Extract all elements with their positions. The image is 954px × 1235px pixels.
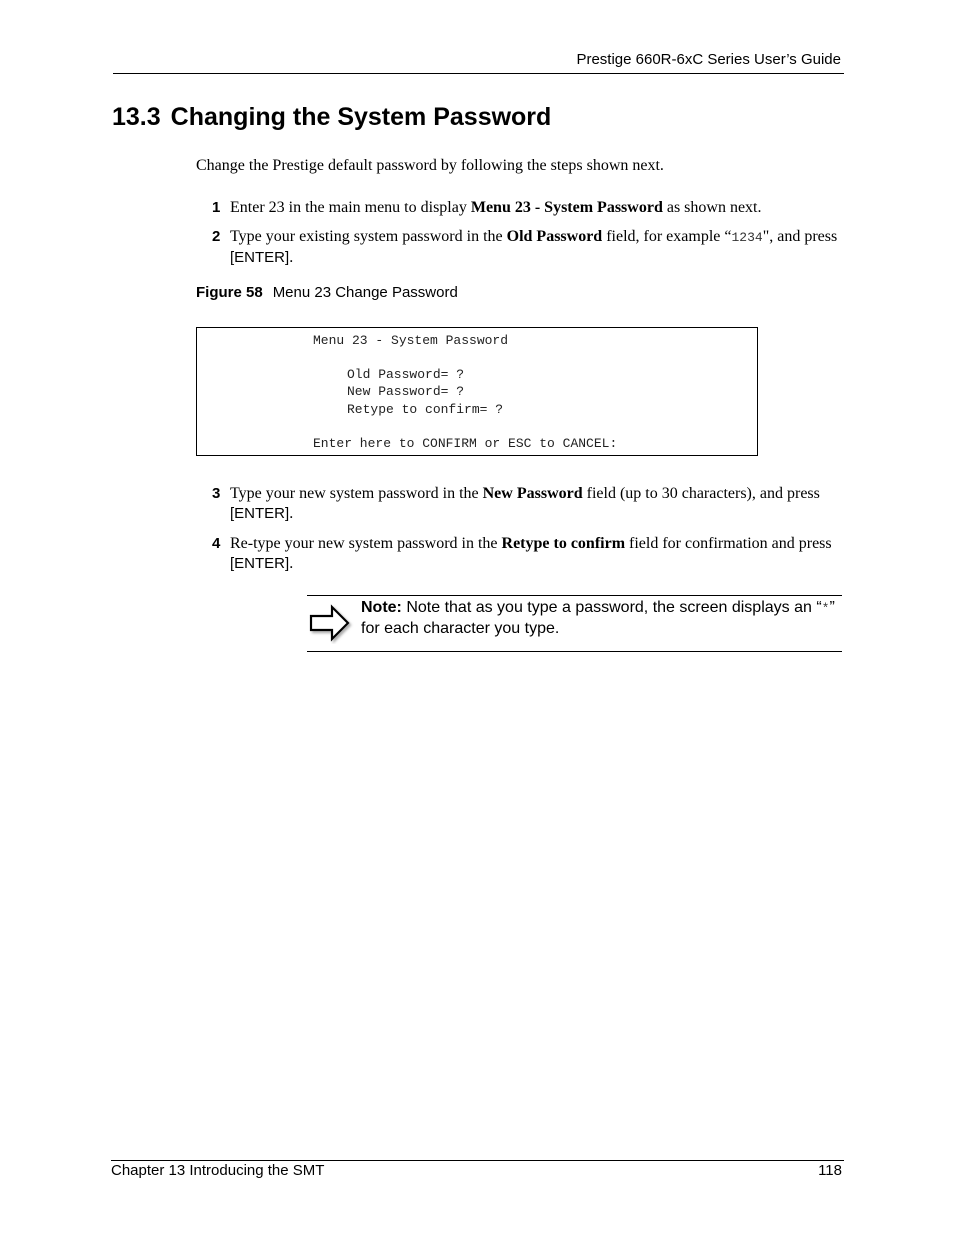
- figure-caption: [196, 284, 458, 301]
- field-name: Retype to confirm: [501, 535, 626, 552]
- running-header: Prestige 660R-6xC Series User’s Guide: [576, 51, 841, 68]
- section-heading: [112, 103, 551, 132]
- field-name: New Password: [482, 485, 583, 502]
- confirm-prompt: Enter here to CONFIRM or ESC to CANCEL:: [313, 436, 618, 451]
- new-password-field: New Password= ?: [347, 384, 465, 399]
- page-number: 118: [818, 1162, 842, 1179]
- step-text: Type your new system password in the New Password field (up to 30 characters), and press [ENTER].: [230, 485, 820, 522]
- arrow-right-icon: [308, 604, 354, 644]
- enter-key: [ENTER]: [230, 249, 290, 266]
- note-bottom-divider: [307, 651, 842, 652]
- intro-paragraph: Change the Prestige default password by following the steps shown next.: [196, 157, 664, 174]
- step-text: Type your existing system password in the Old Password field, for example “1234", and press [ENTER].: [230, 228, 838, 266]
- step-number: 2: [212, 228, 221, 245]
- note-top-divider: [307, 595, 842, 596]
- step-number: 3: [212, 485, 221, 502]
- enter-key: [ENTER]: [230, 555, 290, 572]
- note-text: Note: Note that as you type a password, the screen displays an “*” for each character you type.: [361, 599, 835, 637]
- retype-field: Retype to confirm= ?: [347, 402, 504, 417]
- step-number: 1: [212, 199, 221, 216]
- step-number: 4: [212, 535, 221, 552]
- old-password-field: Old Password= ?: [347, 367, 465, 382]
- footer-chapter: Chapter 13 Introducing the SMT: [111, 1162, 325, 1179]
- note-label: Note:: [361, 599, 402, 616]
- step-1: [212, 198, 844, 218]
- figure-label: Figure 58: [196, 284, 263, 301]
- step-4: [212, 534, 844, 574]
- step-text: Enter 23 in the main menu to display Menu 23 - System Password as shown next.: [230, 199, 762, 216]
- footer-divider: [111, 1160, 844, 1161]
- field-name: Old Password: [506, 228, 603, 245]
- section-title: Changing the System Password: [170, 103, 552, 131]
- example-value: 1234: [731, 230, 763, 245]
- figure-title: Menu 23 Change Password: [272, 284, 458, 301]
- menu-name: Menu 23 - System Password: [470, 199, 663, 216]
- header-divider: [113, 73, 844, 74]
- step-3: [212, 484, 844, 524]
- smt-screen: [196, 327, 758, 456]
- section-number: 13.3: [112, 103, 161, 131]
- step-2: [212, 227, 844, 268]
- screen-title: Menu 23 - System Password: [313, 333, 509, 348]
- enter-key: [ENTER]: [230, 505, 290, 522]
- mask-symbol: *: [821, 601, 830, 616]
- step-text: Re-type your new system password in the Retype to confirm field for confirmation and press [ENTER].: [230, 535, 832, 572]
